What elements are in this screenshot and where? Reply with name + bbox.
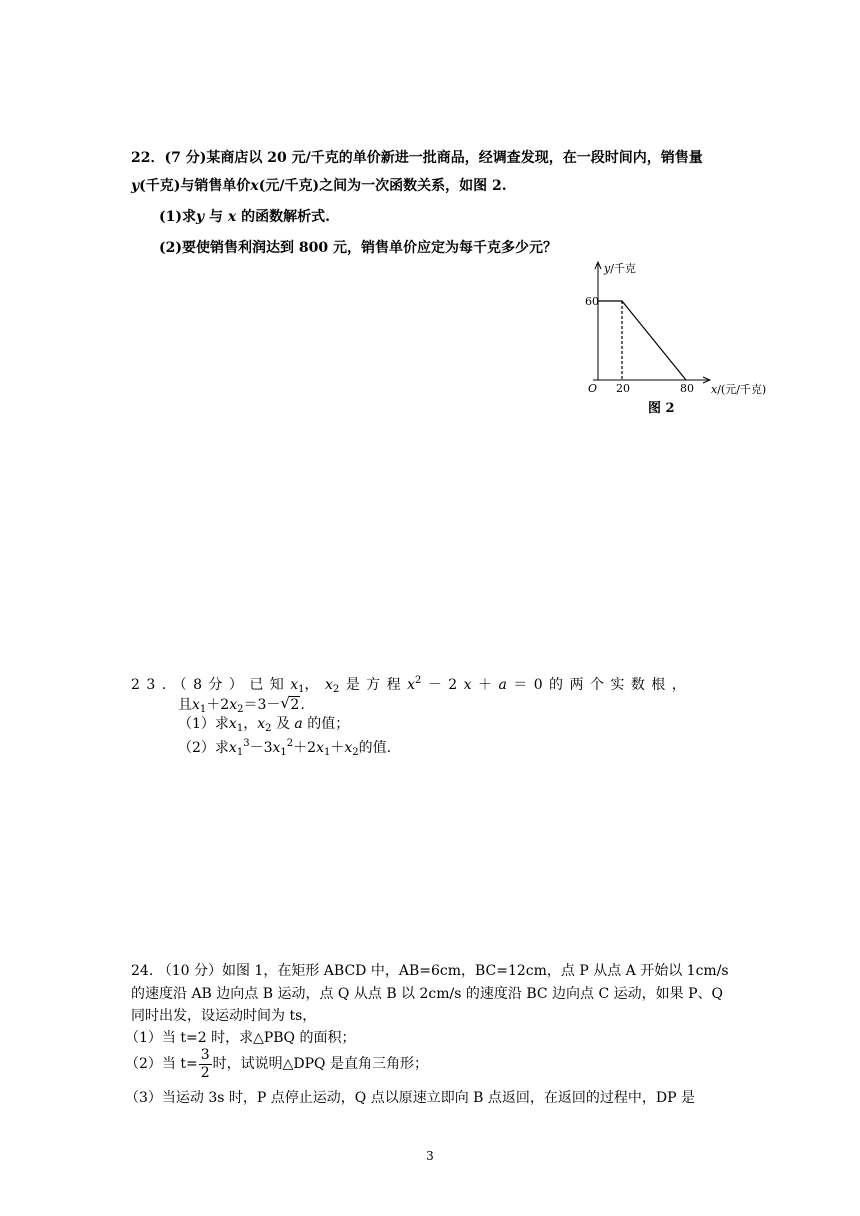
q24-line5-pre: （2）当 t=	[125, 1056, 198, 1072]
q24-line5-post: 时，试说明△DPQ 是直角三角形；	[212, 1056, 428, 1072]
q22-part2	[159, 239, 557, 257]
q23-p2-x1: x	[228, 740, 237, 756]
q23-eq-x2: x	[463, 677, 472, 693]
q23-points: （ 8 分 ）	[172, 677, 243, 693]
graph-axes	[593, 262, 710, 383]
q23-p2-x1c-sub: 1	[323, 747, 331, 758]
y-tick-60: 60	[585, 295, 599, 308]
figure-caption: 图 2	[648, 401, 675, 416]
q23-cond-pre: 且	[178, 697, 192, 713]
q23-p1-mid: 及	[275, 716, 290, 732]
figure-2-graph	[585, 256, 775, 421]
q22-text-1: 某商店以 20 元/千克的单价新进一批商品，经调查发现，在一段时间内，销售量	[206, 150, 703, 166]
q23-cond-eq: ＝3－	[243, 697, 281, 713]
q24-line5	[125, 1044, 428, 1084]
q23-eq-part2: ＋	[477, 677, 492, 693]
q22-part1-post: 的函数解析式.	[241, 209, 330, 225]
q23-text-pre: 已 知	[249, 677, 284, 693]
q23-cond-x2-sub: 2	[237, 704, 244, 715]
function-line	[598, 301, 686, 380]
q23-p2-post: 的值.	[358, 740, 392, 756]
q22-part1-mid: 与	[209, 209, 224, 225]
q23-p2-x1c: x	[316, 740, 324, 756]
q23-p1-x1: x	[228, 716, 237, 732]
q23-cond-x1: x	[192, 697, 200, 713]
q22-part1-pre: (1)求	[159, 209, 196, 225]
q24-line6: （3）当运动 3s 时，P 点停止运动，Q 点以原速立即向 B 点返回，在返回的过程中，DP 是	[125, 1090, 695, 1106]
q23-p2-op2: ＋2	[293, 740, 317, 756]
q23-p1-x1-sub: 1	[236, 723, 244, 734]
q23-p2-exp2: 2	[286, 738, 294, 749]
q22-y-unit: (千克)与销售单价	[139, 178, 251, 194]
q23-text-mid: 是 方 程	[345, 677, 401, 693]
q22-x-var: x	[250, 178, 259, 194]
q23-comma: ，	[304, 677, 319, 693]
q23-x1: x	[290, 677, 299, 693]
q22-line1: 22．(7 分)某商店以 20 元/千克的单价新进一批商品，经调查发现，在一段时间内，销售量	[131, 150, 703, 166]
q23-p2-x1b-sub: 1	[280, 747, 287, 758]
q23-p2-x2-sub: 2	[352, 747, 359, 758]
x-tick-80: 80	[680, 382, 694, 395]
q22-part1-y: y	[196, 209, 205, 225]
q23-x2-sub: 2	[332, 684, 340, 695]
q23-p2-op3: ＋	[330, 740, 345, 756]
q23-part2	[178, 735, 391, 762]
x-axis-label: x/(元/千克)	[711, 383, 767, 396]
q23-cond-mid: ＋2	[206, 697, 230, 713]
q23-eq-x: x	[407, 677, 415, 693]
q23-eq-a: a	[498, 677, 507, 693]
graph-lines	[598, 301, 686, 380]
q23-cond-x2: x	[229, 697, 238, 713]
q23-cond-x1-sub: 1	[199, 704, 207, 715]
q23-p1-x2-sub: 2	[265, 723, 272, 734]
q23-x1-sub: 1	[298, 684, 305, 695]
q22-line2	[131, 177, 507, 195]
q23-p1-x2: x	[257, 716, 266, 732]
q23-x2: x	[324, 677, 333, 693]
q23-cond-end: .	[300, 697, 305, 713]
q23-eq-part1: － 2	[427, 677, 458, 693]
fraction-3-over-2	[199, 1047, 212, 1082]
q24-line2: 的速度沿 AB 边向点 B 运动，点 Q 从点 B 以 2cm/s 的速度沿 BC 边向点 C 运动，如果 P、Q	[131, 986, 723, 1002]
origin-label: O	[588, 382, 598, 395]
q22-part1	[159, 208, 330, 226]
q23-eq-sup: 2	[414, 675, 422, 686]
q23-p1-pre: （1）求	[178, 716, 229, 732]
q24-line4: （1）当 t=2 时，求△PBQ 的面积；	[125, 1030, 356, 1046]
q22-number: 22	[131, 150, 151, 166]
q23-p2-x2: x	[344, 740, 353, 756]
sqrt-symbol: √ 2	[280, 694, 300, 713]
q23-p2-exp1: 3	[243, 738, 250, 749]
q22-points: (7 分)	[164, 150, 207, 166]
q24-line3: 同时出发，设运动时间为 ts，	[131, 1008, 317, 1024]
q23-p2-x1b: x	[272, 740, 281, 756]
q22-text-2: (元/千克)之间为一次函数关系，如图 2.	[258, 178, 507, 194]
q24-line1: 24. （10 分）如图 1，在矩形 ABCD 中，AB=6cm，BC=12cm，点 P 从点 A 开始以 1cm/s	[131, 963, 729, 979]
q22-y-var: y	[131, 178, 140, 194]
q23-p2-op1: －3	[249, 740, 273, 756]
x-tick-20: 20	[616, 382, 630, 395]
q22-part2-text: (2)要使销售利润达到 800 元，销售单价应定为每千克多少元？	[159, 240, 557, 256]
page-number: 3	[426, 1149, 434, 1163]
fraction-denominator: 2	[200, 1064, 210, 1081]
q23-eq-part3: ＝ 0 的 两 个 实 数 根 ，	[513, 677, 686, 693]
y-axis-label: y/千克	[604, 262, 636, 275]
q23-line1	[131, 672, 686, 699]
q23-p1-sep: ，	[243, 716, 258, 732]
q23-p1-a: a	[294, 716, 303, 732]
q23-p2-pre: （2）求	[178, 740, 229, 756]
q23-p2-x1-sub: 1	[236, 747, 244, 758]
fraction-numerator: 3	[200, 1046, 210, 1063]
q23-cond-radicand: 2	[290, 697, 300, 713]
q22-part1-x: x	[227, 209, 237, 225]
q23-number: 2 3 .	[131, 677, 167, 693]
q23-p1-post: 的值；	[307, 716, 350, 732]
